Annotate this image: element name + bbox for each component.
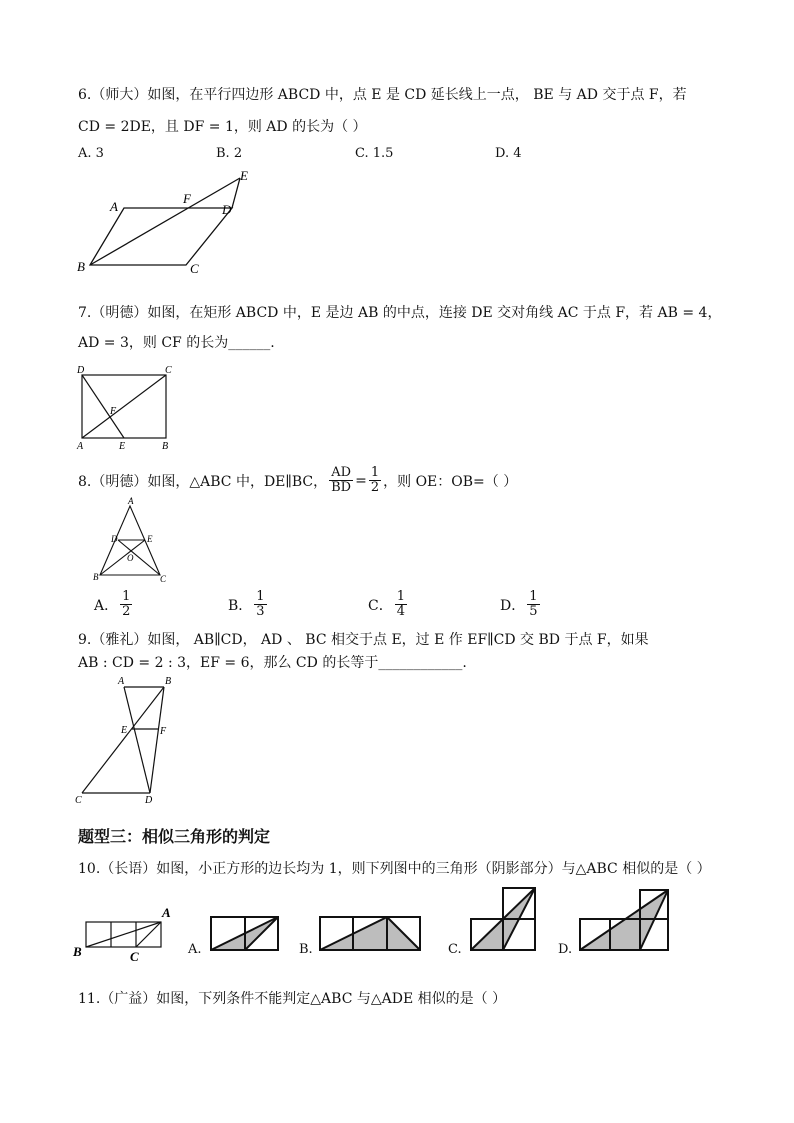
q8-option-c-num: 1 bbox=[396, 589, 405, 604]
q7-label-d: D bbox=[77, 365, 85, 376]
q6-label-b: B bbox=[77, 259, 85, 274]
q9-label-a: A bbox=[118, 676, 125, 687]
q8-option-b-num: 1 bbox=[256, 589, 265, 604]
q7-label-c: C bbox=[165, 365, 172, 376]
q6-option-c: C. 1.5 bbox=[355, 146, 394, 161]
q7-label-e: E bbox=[119, 441, 126, 452]
q10-option-b-figure bbox=[320, 917, 420, 950]
q10-reference-grid bbox=[86, 922, 161, 947]
q6-label-f: F bbox=[183, 191, 191, 206]
q6-option-b: B. 2 bbox=[216, 146, 243, 161]
q8-label-c: C bbox=[160, 574, 167, 584]
q9-label-f: F bbox=[160, 726, 167, 737]
q10-option-b-label: B. bbox=[299, 942, 313, 957]
q6-label-c: C bbox=[190, 261, 199, 276]
q10-label-b: B bbox=[73, 944, 82, 959]
q8-label-e: E bbox=[147, 534, 153, 544]
q10-stem: 10.（长语）如图，小正方形的边长均为 1，则下列图中的三角形（阴影部分）与△ABC 相似的是（ ） bbox=[78, 861, 711, 877]
q10-label-a: A bbox=[162, 905, 171, 920]
q6-label-d: D bbox=[222, 202, 232, 217]
q8-option-a-den: 2 bbox=[122, 604, 131, 619]
q8-label-o: O bbox=[127, 553, 134, 563]
q8-option-d-letter: D． bbox=[500, 597, 526, 614]
q8-option-b-letter: B． bbox=[228, 597, 253, 614]
q6-option-a: A. 3 bbox=[78, 146, 104, 161]
q8-option-d-den: 5 bbox=[529, 604, 538, 619]
q8-ratio-value-numerator: 1 bbox=[370, 465, 380, 480]
q8-ratio-denominator: BD bbox=[331, 480, 352, 495]
q7-stem-line2: AD = 3，则 CF 的长为______. bbox=[78, 335, 275, 351]
q6-stem-line1: 6.（师大）如图，在平行四边形 ABCD 中，点 E 是 CD 延长线上一点， BE 与 AD 交于点 F，若 bbox=[78, 87, 687, 103]
q10-option-a-label: A. bbox=[188, 942, 202, 957]
q10-option-d-label: D. bbox=[558, 942, 573, 957]
q9-label-e: E bbox=[121, 725, 128, 736]
q8-option-c-den: 4 bbox=[396, 604, 405, 619]
q8-equals: = bbox=[355, 472, 367, 489]
q6-option-d: D. 4 bbox=[495, 146, 522, 161]
q10-reference-ba bbox=[86, 922, 161, 947]
q8-option-a-num: 1 bbox=[122, 589, 131, 604]
q10-option-c-label: C. bbox=[448, 942, 462, 957]
q10-option-c-figure bbox=[471, 888, 535, 950]
q8-option-b-den: 3 bbox=[256, 604, 265, 619]
q10-option-d-figure bbox=[580, 890, 668, 950]
q9-label-d: D bbox=[145, 795, 153, 806]
q8-ratio-value-denominator: 2 bbox=[370, 480, 380, 495]
q7-label-b: B bbox=[162, 441, 169, 452]
q8-label-d: D bbox=[111, 534, 118, 544]
q7-stem-line1: 7.（明德）如图，在矩形 ABCD 中，E 是边 AB 的中点，连接 DE 交对角线 AC 于点 F，若 AB = 4， bbox=[78, 305, 722, 321]
q8-label-a: A bbox=[128, 496, 134, 506]
q8-label-b: B bbox=[93, 572, 99, 582]
q6-label-a: A bbox=[110, 199, 118, 214]
q7-label-a: A bbox=[77, 441, 84, 452]
q9-label-c: C bbox=[75, 795, 82, 806]
q6-label-e: E bbox=[240, 168, 248, 183]
q9-label-b: B bbox=[165, 676, 172, 687]
q9-stem-line2: AB : CD = 2 : 3，EF = 6，那么 CD 的长等于____________. bbox=[78, 655, 467, 671]
q8-option-d-num: 1 bbox=[529, 589, 538, 604]
q11-stem: 11.（广益）如图，下列条件不能判定△ABC 与△ADE 相似的是（ ） bbox=[78, 991, 507, 1007]
q8-stem-suffix: ，则 OE：OB=（ ） bbox=[383, 473, 518, 490]
q10-label-c: C bbox=[130, 949, 139, 964]
section-title: 题型三：相似三角形的判定 bbox=[78, 827, 271, 846]
q7-label-f: F bbox=[110, 406, 117, 417]
q8-ratio-numerator: AD bbox=[331, 465, 352, 480]
q8-option-a-letter: A． bbox=[94, 597, 119, 614]
q9-stem-line1: 9.（雅礼）如图， AB∥CD， AD 、 BC 相交于点 E，过 E 作 EF∥CD 交 BD 于点 F，如果 bbox=[78, 632, 649, 648]
q8-option-c-letter: C． bbox=[368, 597, 393, 614]
q6-stem-line2: CD = 2DE，且 DF = 1，则 AD 的长为（ ） bbox=[78, 119, 367, 135]
q8-stem-prefix: 8.（明德）如图，△ABC 中，DE∥BC， bbox=[78, 473, 328, 490]
q10-option-a-figure bbox=[211, 917, 278, 950]
